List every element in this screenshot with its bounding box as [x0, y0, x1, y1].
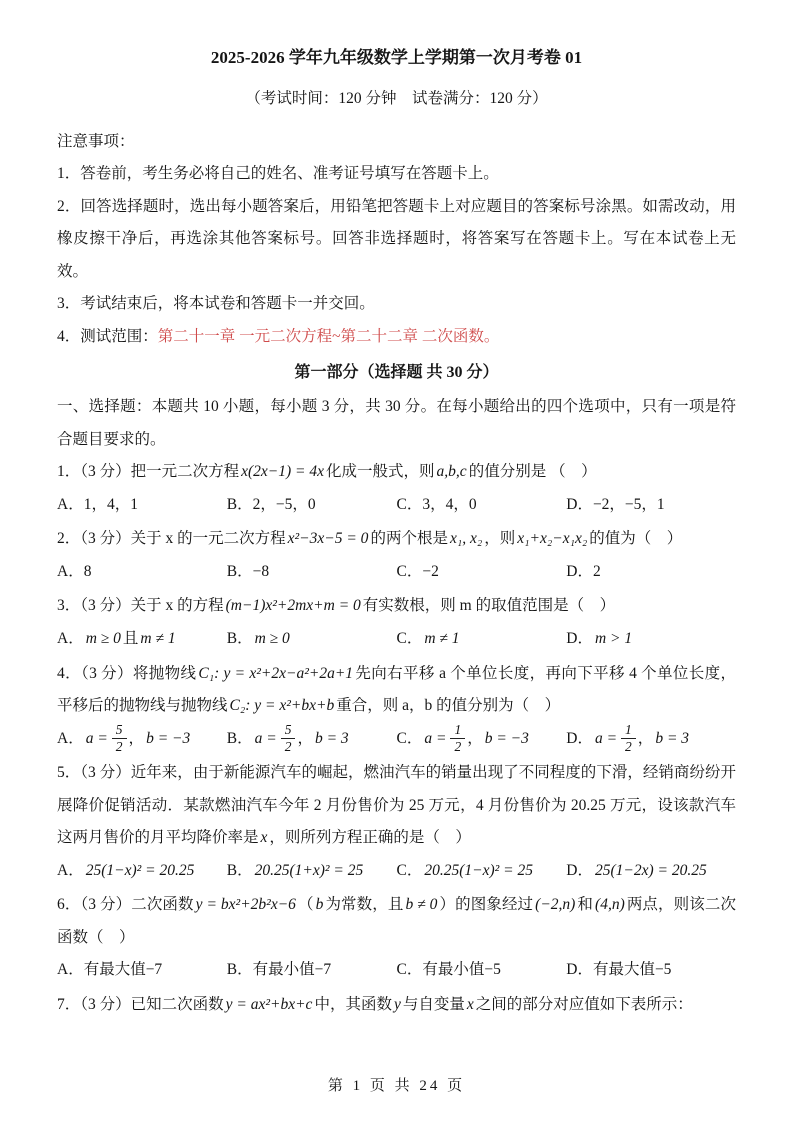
exam-subtitle: （考试时间：120 分钟 试卷满分：120 分） [245, 90, 548, 108]
section-title: 第一部分（选择题 共 30 分） [294, 363, 499, 381]
text-run: C．−2 [396, 562, 439, 580]
fraction-numerator: 1 [621, 722, 636, 739]
math-run: y = ax²+bx+c [225, 996, 313, 1013]
text-run: 6．（3 分）二次函数 [57, 896, 194, 914]
question-3-stem [57, 590, 736, 623]
question-4-option-c [397, 723, 567, 756]
exam-title: 2025-2026 学年九年级数学上学期第一次月考卷 01 [210, 48, 583, 67]
text-run: 与自变量 [402, 996, 465, 1013]
question-4-options [57, 723, 736, 756]
question-2-options [57, 556, 736, 589]
text-run: A． [57, 629, 84, 647]
math-run: x₁+x₂−x₁x₂ [517, 530, 588, 548]
question-6-option-c [397, 954, 567, 987]
math-run: 25(1−2x) = 20.25 [594, 861, 707, 879]
fraction-numerator: 5 [281, 722, 296, 739]
text-run: C． [396, 861, 423, 879]
text-run: ）的图象经过 [439, 896, 534, 914]
text-run: C．有最小值−5 [396, 961, 501, 979]
text-run: ， [467, 729, 483, 747]
math-run: C₁: y = x²+2x−a²+2a+1 [198, 664, 354, 682]
question-6-stem [57, 889, 736, 954]
question-5-option-a [57, 855, 227, 888]
text-run: 重合，则 a，b 的值分别为（ ） [336, 697, 561, 715]
text-run: 4．（3 分）将抛物线 [57, 664, 197, 682]
text-run: 为常数，且 [325, 896, 404, 914]
fraction-denominator: 2 [454, 738, 462, 754]
text-run: ，则 [484, 530, 516, 548]
notice-heading: 注意事项： [57, 132, 135, 150]
text-run: 和 [577, 896, 594, 914]
math-run: a = [594, 729, 618, 747]
text-run: A．8 [57, 562, 92, 580]
question-2-option-d [566, 556, 736, 589]
question-3-options [57, 623, 736, 656]
notice-item-3: 3．考试结束后，将本试卷和答题卡一并交回。 [57, 295, 375, 313]
text-run: B．2，−5，0 [226, 495, 316, 513]
text-run: 1．（3 分）把一元二次方程 [57, 463, 240, 481]
fraction-denominator: 2 [284, 738, 292, 754]
question-3-option-c [397, 623, 567, 656]
question-6-option-d [566, 954, 736, 987]
fraction [450, 722, 465, 754]
text-run: 之间的部分对应值如下表所示： [475, 996, 693, 1013]
text-run: 中，其函数 [314, 996, 392, 1013]
text-run: 的两个根是 [370, 530, 448, 548]
text-run: D．有最大值−5 [566, 961, 672, 979]
math-run: b ≠ 0 [405, 896, 438, 914]
fraction [112, 722, 127, 754]
text-run: 有实数根，则 m 的取值范围是（ ） [362, 597, 616, 615]
notice-item-4-prefix: 4．测试范围： [57, 328, 158, 346]
question-5 [57, 757, 736, 887]
question-4-option-a [57, 723, 227, 756]
question-3-option-b [227, 623, 397, 656]
math-run: b = −3 [146, 729, 191, 747]
question-1-option-c [397, 489, 567, 522]
text-run: 且 [122, 629, 139, 647]
text-run: B． [226, 729, 253, 747]
question-7-stem [57, 989, 736, 1022]
text-run: 先向右平移 a 个单位长度，再向下平移 4 个单位长度，平移后的抛物线与抛物线 [57, 664, 736, 715]
math-run: b = 3 [314, 729, 349, 747]
question-3 [57, 590, 736, 655]
text-run: 的值为（ ） [589, 530, 683, 548]
notice-item-1: 1．答卷前，考生务必将自己的姓名、准考证号填写在答题卡上。 [57, 165, 499, 183]
text-run: B．−8 [226, 562, 270, 580]
text-run: D． [566, 861, 593, 879]
fraction-denominator: 2 [115, 738, 123, 754]
math-run: 20.25(1−x)² = 25 [424, 861, 533, 879]
math-run: C₂: y = x²+bx+b [229, 697, 335, 715]
text-run: B． [226, 629, 253, 647]
fraction-denominator: 2 [625, 738, 632, 754]
math-run: (4,n) [595, 896, 625, 914]
fraction-numerator: 1 [450, 722, 465, 739]
question-2-option-a [57, 556, 227, 589]
question-2-stem [57, 523, 736, 556]
text-run: D．2 [566, 562, 601, 580]
math-run: m ≠ 1 [424, 629, 460, 647]
text-run: A．有最大值−7 [57, 961, 163, 979]
math-run: m ≥ 0 [85, 629, 121, 647]
text-run: 两点，则该二次函数（ ） [57, 896, 736, 946]
fraction [281, 722, 296, 754]
text-run: A．1，4，1 [57, 495, 138, 513]
math-run: 20.25(1+x)² = 25 [254, 861, 364, 879]
question-1-option-d [566, 489, 736, 522]
math-run: x(2x−1) = 4x [241, 463, 325, 481]
question-1 [57, 456, 736, 521]
math-run: b = 3 [655, 729, 690, 747]
question-5-option-b [227, 855, 397, 888]
math-run: a = [424, 729, 447, 747]
text-run: ， [637, 729, 654, 747]
math-run: m ≠ 1 [140, 629, 176, 647]
question-7 [57, 989, 736, 1022]
question-5-option-d [566, 855, 736, 888]
text-run: D． [566, 729, 593, 747]
math-run: 25(1−x)² = 20.25 [85, 861, 195, 879]
text-run: ， [128, 729, 145, 747]
text-run: 3．（3 分）关于 x 的方程 [57, 597, 224, 615]
text-run: ，则所列方程正确的是（ ） [269, 829, 471, 847]
math-run: y = bx²+2b²x−6 [195, 896, 296, 914]
question-4-option-b [227, 723, 397, 756]
question-3-option-a [57, 623, 227, 656]
notice-item-4-scope: 第二十一章 一元二次方程~第二十二章 二次函数。 [157, 328, 500, 346]
text-run: 2．（3 分）关于 x 的一元二次方程 [57, 530, 286, 548]
section-intro: 一、选择题：本题共 10 小题，每小题 3 分，共 30 分。在每小题给出的四个选项中，只有一项是符合题目要求的。 [57, 398, 736, 448]
question-4-option-d [566, 723, 736, 756]
question-6-options [57, 954, 736, 987]
text-run: A． [57, 729, 84, 747]
math-run: x₁, x₂ [449, 530, 483, 548]
fraction-numerator: 5 [112, 722, 127, 739]
notice-item-2: 2．回答选择题时，选出每小题答案后，用铅笔把答题卡上对应题目的答案标号涂黑。如需改动，用橡皮擦干净后，再选涂其他答案标号。回答非选择题时，将答案写在答题卡上。写在本试卷上无效。 [57, 197, 736, 280]
text-run: B． [226, 861, 253, 879]
math-run: a = [85, 729, 108, 747]
notice-item-4 [57, 321, 736, 354]
math-run: b [315, 896, 324, 914]
question-2-option-b [227, 556, 397, 589]
question-6 [57, 889, 736, 987]
question-6-option-a [57, 954, 227, 987]
question-5-options [57, 855, 736, 888]
question-6-option-b [227, 954, 397, 987]
question-1-option-b [227, 489, 397, 522]
math-run: a,b,c [436, 463, 467, 481]
page-number-footer: 第 1 页 共 24 页 [327, 1077, 466, 1094]
text-run: D． [566, 629, 593, 647]
math-run: a = [254, 729, 277, 747]
text-run: C．3，4，0 [396, 495, 477, 513]
question-4-stem [57, 658, 736, 723]
text-run: A． [57, 861, 84, 879]
text-run: 5．（3 分）近年来，由于新能源汽车的崛起，燃油汽车的销量出现了不同程度的下滑，经销商纷纷开展降价促销活动．某款燃油汽车今年 2 月份售价为 25 万元，4 月份售价为 20.25 万元，设该款汽车这两月售价的月平均降价率是 [57, 764, 736, 847]
question-1-option-a [57, 489, 227, 522]
question-5-option-c [397, 855, 567, 888]
question-4 [57, 658, 736, 756]
text-run: 化成一般式，则 [326, 463, 435, 481]
math-run: m ≥ 0 [254, 629, 290, 647]
text-run: C． [396, 729, 423, 747]
text-run: D．−2，−5，1 [566, 495, 665, 513]
text-run: （ [297, 896, 314, 914]
math-run: x²−3x−5 = 0 [287, 530, 369, 548]
math-run: (−2,n) [535, 896, 576, 914]
fraction [621, 722, 636, 754]
question-1-stem [57, 456, 736, 489]
question-3-option-d [566, 623, 736, 656]
math-run: x [466, 996, 474, 1013]
question-2-option-c [397, 556, 567, 589]
text-run: B．有最小值−7 [226, 961, 332, 979]
text-run: ， [297, 729, 313, 747]
text-run: 7．（3 分）已知二次函数 [57, 996, 224, 1013]
math-run: y [393, 996, 401, 1013]
math-run: m > 1 [594, 629, 633, 647]
math-run: b = −3 [484, 729, 529, 747]
question-5-stem [57, 757, 736, 855]
math-run: x [260, 829, 268, 847]
text-run: C． [396, 629, 423, 647]
text-run: 的值分别是 （ ） [468, 463, 597, 481]
question-1-options [57, 489, 736, 522]
math-run: (m−1)x²+2mx+m = 0 [225, 597, 361, 615]
question-2 [57, 523, 736, 588]
